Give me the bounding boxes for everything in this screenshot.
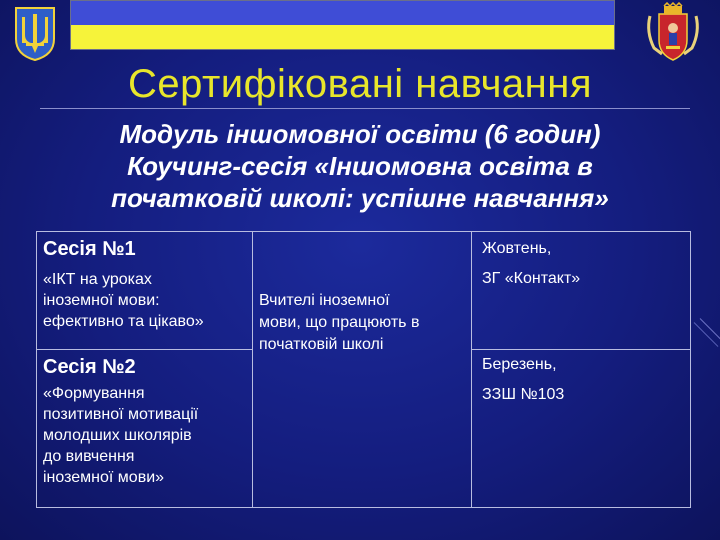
when-1-cell — [472, 232, 691, 350]
subtitle-line: Коучинг-сесія «Іншомовна освіта в — [127, 151, 593, 181]
audience-cell — [253, 232, 472, 508]
trident-coat-of-arms-icon — [13, 5, 57, 61]
when-2-month: Березень, — [482, 356, 557, 373]
session-1-cell — [37, 232, 253, 350]
session-2-desc-line: «Формування — [43, 385, 145, 402]
session-2-title: Сесія №2 — [43, 356, 136, 378]
audience-line: Вчителі іноземної — [259, 292, 390, 309]
when-1-place: ЗГ «Контакт» — [482, 270, 581, 287]
session-2-desc-line: позитивної мотивації — [43, 406, 199, 423]
when-1-month: Жовтень, — [482, 240, 552, 257]
session-2-desc-line: до вивчення — [43, 448, 135, 465]
session-1-desc-line: «ІКТ на уроках — [43, 271, 152, 288]
subtitle-line: початковій школі: успішне навчання» — [111, 183, 609, 213]
session-1-desc-line: ефективно та цікаво» — [43, 313, 204, 330]
when-2-place: ЗЗШ №103 — [482, 386, 565, 403]
sessions-table — [36, 231, 691, 508]
session-1-desc-line: іноземної мови: — [43, 292, 160, 309]
when-2-cell — [472, 350, 691, 508]
flag-blue-stripe — [71, 1, 614, 25]
session-2-cell — [37, 350, 253, 508]
ukraine-flag — [70, 0, 615, 50]
page-title: Сертифіковані навчання — [127, 62, 592, 106]
audience-line: початковій школі — [259, 336, 384, 353]
flag-yellow-stripe — [71, 25, 614, 49]
module-subtitle — [0, 108, 720, 233]
subtitle-line: Модуль іншомовної освіти (6 годин) — [119, 119, 601, 149]
session-1-title: Сесія №1 — [43, 238, 136, 260]
session-2-desc-line: молодших школярів — [43, 427, 192, 444]
regional-coat-of-arms-icon — [642, 2, 704, 64]
audience-line: мови, що працюють в — [259, 314, 420, 331]
session-2-desc-line: іноземної мови» — [43, 469, 165, 486]
